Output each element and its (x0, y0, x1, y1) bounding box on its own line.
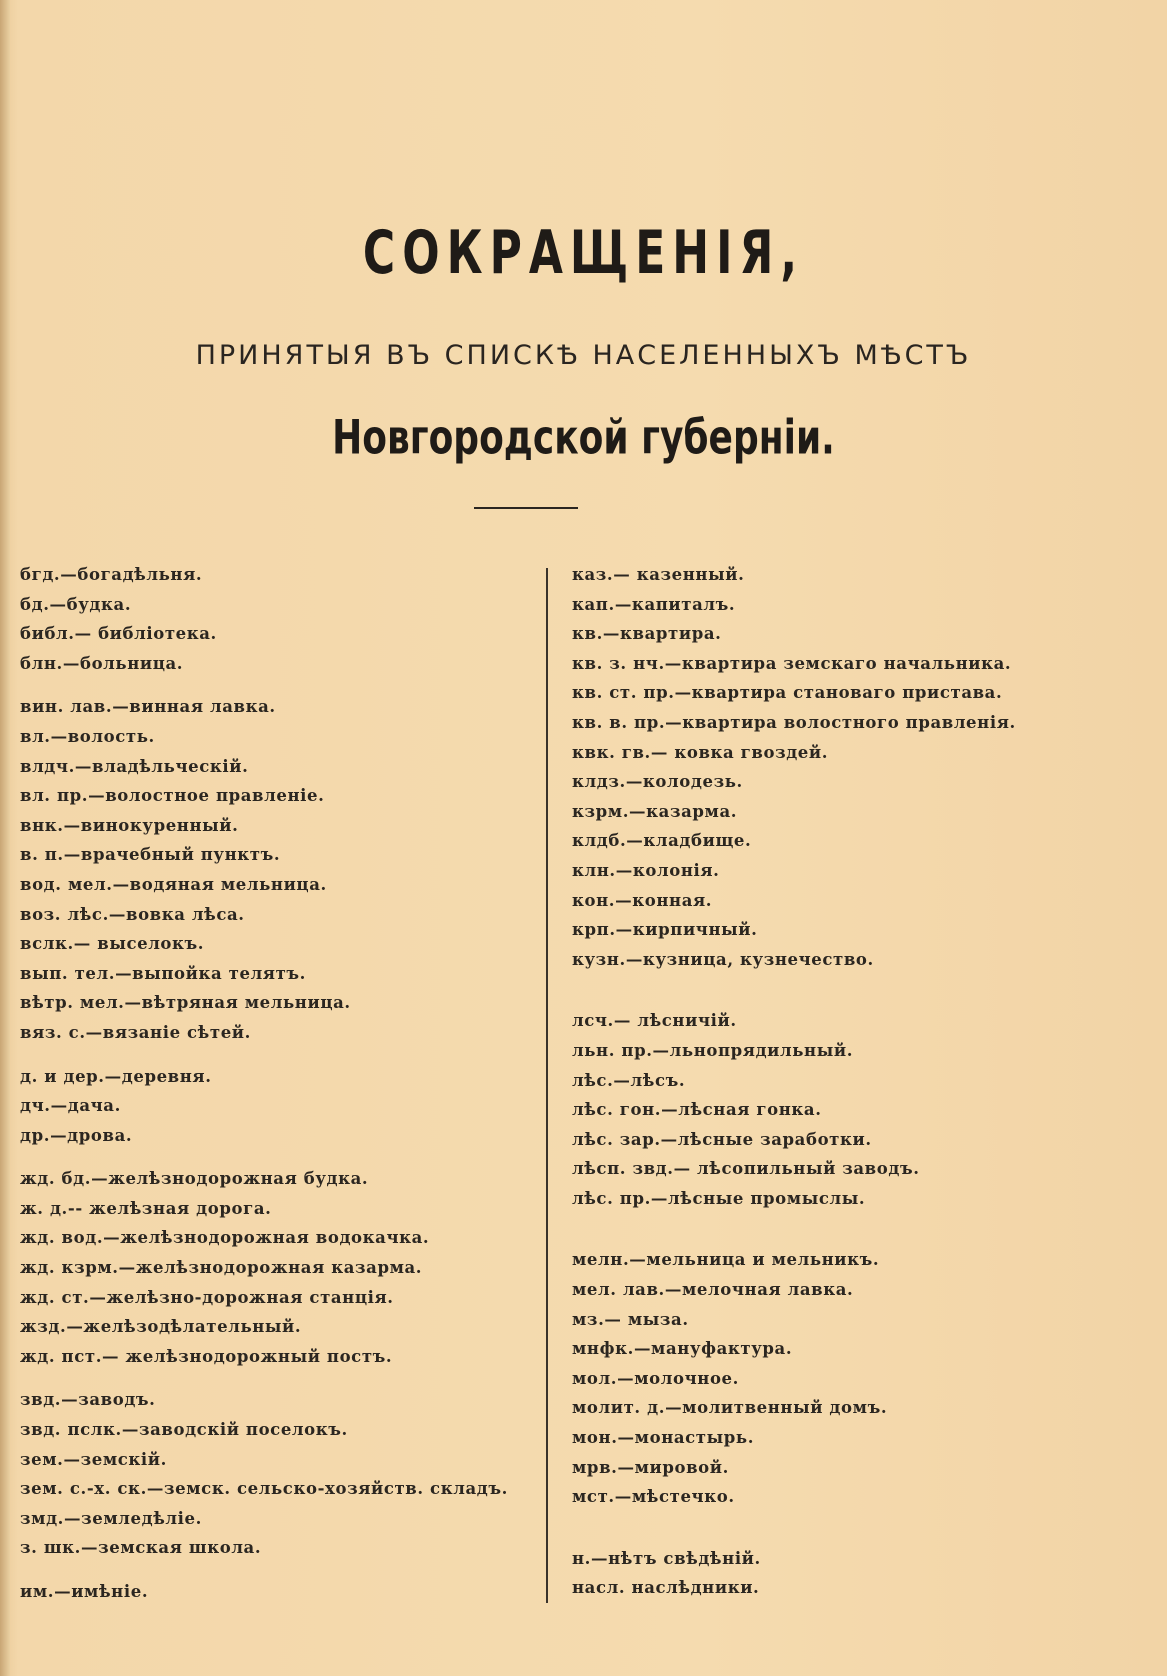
list-item: др.—дрова. (20, 1125, 133, 1145)
list-item: лсч.— лѣсничій. (572, 1011, 737, 1031)
list-item: молит. д.—молитвенный домъ. (572, 1398, 888, 1418)
list-item: кзрм.—казарма. (572, 801, 738, 821)
list-item: квк. гв.— ковка гвоздей. (572, 742, 829, 762)
list-item: бд.—будка. (20, 594, 132, 614)
list-item: клдз.—колодезь. (572, 772, 743, 792)
list-item: вѣтр. мел.—вѣтряная мельница. (20, 993, 351, 1013)
list-item: н.—нѣтъ свѣдѣній. (572, 1548, 761, 1568)
list-item: вслк.— выселокъ. (20, 934, 205, 954)
list-item: вяз. с.—вязаніе сѣтей. (20, 1022, 251, 1042)
list-item: насл. наслѣдники. (572, 1578, 760, 1598)
left-column (20, 560, 535, 1607)
right-column (572, 560, 1132, 1603)
list-item: блн.—больница. (20, 653, 184, 673)
list-item: вл.—волость. (20, 726, 155, 746)
column-divider (546, 568, 548, 1603)
list-item: д. и дер.—деревня. (20, 1066, 212, 1086)
list-item: з. шк.—земская школа. (20, 1538, 262, 1558)
list-item: мелн.—мельница и мельникъ. (572, 1250, 880, 1270)
list-item: лѣс. зар.—лѣсные заработки. (572, 1129, 872, 1149)
list-item: лѣсп. звд.— лѣсопильный заводъ. (572, 1159, 920, 1179)
list-item: вып. тел.—выпойка телятъ. (20, 963, 307, 983)
list-item: вин. лав.—винная лавка. (20, 697, 276, 717)
list-item: лѣс. пр.—лѣсные промыслы. (572, 1188, 866, 1208)
title-rule (474, 507, 578, 509)
list-item: влдч.—владѣльческій. (20, 756, 249, 776)
list-item: кв.—квартира. (572, 624, 722, 644)
page-title: СОКРАЩЕНІЯ, (362, 219, 805, 288)
list-item: мз.— мыза. (572, 1309, 689, 1329)
list-item: жд. вод.—желѣзнодорожная водокачка. (20, 1228, 430, 1248)
list-item: звд. пслк.—заводскій поселокъ. (20, 1420, 348, 1440)
list-item: мст.—мѣстечко. (572, 1487, 735, 1507)
list-item: жд. кзрм.—желѣзнодорожная казарма. (20, 1258, 423, 1278)
list-item: крп.—кирпичный. (572, 920, 758, 940)
list-item: кв. в. пр.—квартира волостного правленія. (572, 712, 1016, 732)
list-item: жд. бд.—желѣзнодорожная будка. (20, 1169, 369, 1189)
list-item: воз. лѣс.—вовка лѣса. (20, 904, 245, 924)
list-item: каз.— казенный. (572, 565, 745, 584)
list-item: библ.— библіотека. (20, 624, 217, 644)
list-item: мел. лав.—мелочная лавка. (572, 1280, 854, 1300)
list-item: зем. с.-х. ск.—земск. сельско-хозяйств. складъ. (20, 1479, 508, 1499)
list-item: мнфк.—мануфактура. (572, 1339, 793, 1359)
list-item: им.—имѣніе. (20, 1582, 149, 1601)
list-item: зем.—земскій. (20, 1449, 167, 1469)
list-item: бгд.—богадѣльня. (20, 565, 203, 584)
list-item: мрв.—мировой. (572, 1457, 729, 1477)
list-item: кон.—конная. (572, 890, 713, 910)
list-item: лѣс. гон.—лѣсная гонка. (572, 1100, 822, 1120)
list-item: жд. пст.— желѣзнодорожный постъ. (20, 1346, 393, 1366)
list-item: змд.—земледѣліе. (20, 1508, 202, 1528)
list-item: кап.—капиталъ. (572, 594, 736, 614)
list-item: лѣс.—лѣсъ. (572, 1070, 686, 1090)
list-item: жд. ст.—желѣзно-дорожная станція. (20, 1287, 394, 1307)
list-item: внк.—винокуренный. (20, 815, 239, 835)
list-item: клдб.—кладбище. (572, 831, 752, 851)
list-item: кв. з. нч.—квартира земскаго начальника. (572, 653, 1012, 673)
list-item: в. п.—врачебный пунктъ. (20, 845, 281, 865)
list-item: дч.—дача. (20, 1096, 121, 1116)
list-item: мон.—монастырь. (572, 1428, 755, 1448)
region-heading: Новгородской губерніи. (332, 411, 835, 466)
list-item: клн.—колонія. (572, 860, 720, 880)
page-subtitle: ПРИНЯТЫЯ ВЪ СПИСКѢ НАСЕЛЕННЫХЪ МѢСТЪ (195, 340, 972, 371)
list-item: звд.—заводъ. (20, 1390, 156, 1410)
list-item: ж. д.-- желѣзная дорога. (20, 1198, 272, 1218)
list-item: кузн.—кузница, кузнечество. (572, 949, 874, 969)
list-item: кв. ст. пр.—квартира становаго пристава. (572, 683, 1003, 703)
list-item: вл. пр.—волостное правленіе. (20, 786, 325, 806)
list-item: жзд.—желѣзодѣлательный. (20, 1317, 302, 1337)
list-item: мол.—молочное. (572, 1368, 739, 1388)
list-item: льн. пр.—льнопрядильный. (572, 1040, 854, 1060)
list-item: вод. мел.—водяная мельница. (20, 874, 327, 894)
